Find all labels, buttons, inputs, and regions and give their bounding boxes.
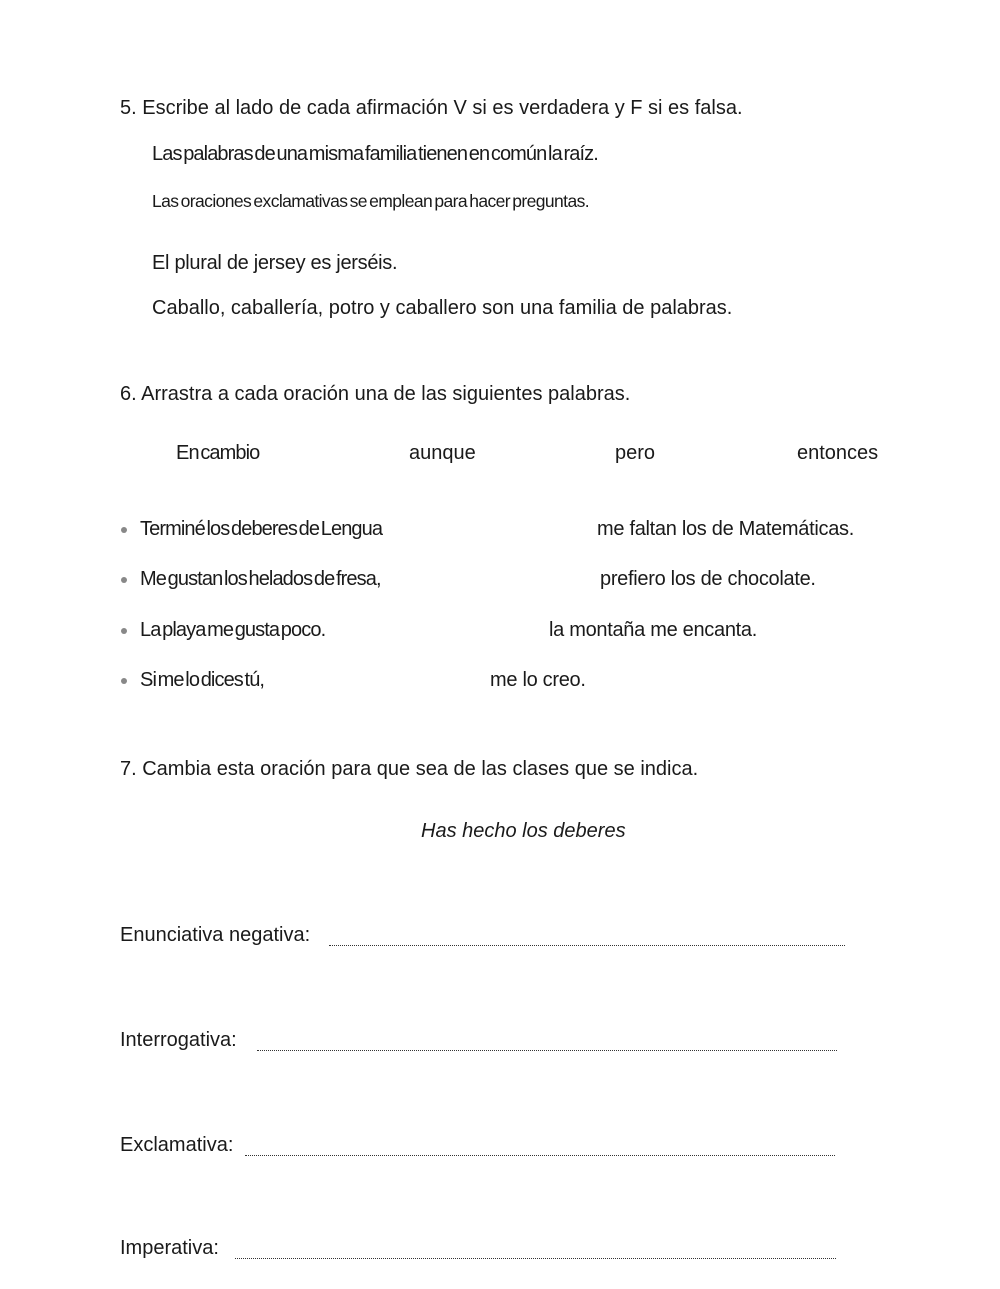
answer-line-interrogativa[interactable] (257, 1050, 837, 1051)
sentence-end: la montaña me encanta. (549, 619, 757, 641)
q5-statement-2: Las oraciones exclamativas se emplean para hacer preguntas. (152, 191, 589, 211)
word-option[interactable]: En cambio (176, 442, 260, 464)
answer-line-exclamativa[interactable] (245, 1155, 835, 1156)
q5-title: 5. Escribe al lado de cada afirmación V si es verdadera y F si es falsa. (120, 97, 743, 119)
answer-line-imperativa[interactable] (235, 1258, 836, 1259)
field-label: Enunciativa negativa: (120, 924, 311, 946)
q5-statement-1: Las palabras de una misma familia tienen en común la raíz. (152, 143, 598, 165)
field-label: Imperativa: (120, 1237, 219, 1259)
sentence-end: me faltan los de Matemáticas. (597, 518, 854, 540)
q6-title: 6. Arrastra a cada oración una de las siguientes palabras. (120, 383, 631, 405)
bullet-icon (121, 628, 127, 634)
sentence-end: prefiero los de chocolate. (600, 568, 816, 590)
q5-statement-3: El plural de jersey es jerséis. (152, 252, 398, 274)
q7-title: 7. Cambia esta oración para que sea de las clases que se indica. (120, 758, 699, 780)
sentence-start: Si me lo dices tú, (140, 669, 265, 691)
word-option[interactable]: entonces (797, 442, 879, 464)
word-option[interactable]: pero (615, 442, 656, 464)
bullet-icon (121, 527, 127, 533)
sentence-start: Terminé los deberes de Lengua (140, 518, 383, 540)
word-option[interactable]: aunque (409, 442, 476, 464)
answer-line-enunciativa[interactable] (329, 945, 845, 946)
sentence-start: Me gustan los helados de fresa, (140, 568, 381, 590)
sentence-start: La playa me gusta poco. (140, 619, 326, 641)
bullet-icon (121, 678, 127, 684)
q5-statement-4: Caballo, caballería, potro y caballero son una familia de palabras. (152, 297, 733, 319)
sentence-end: me lo creo. (490, 669, 586, 691)
bullet-icon (121, 577, 127, 583)
field-label: Exclamativa: (120, 1134, 234, 1156)
model-sentence: Has hecho los deberes (421, 820, 626, 842)
field-label: Interrogativa: (120, 1029, 237, 1051)
